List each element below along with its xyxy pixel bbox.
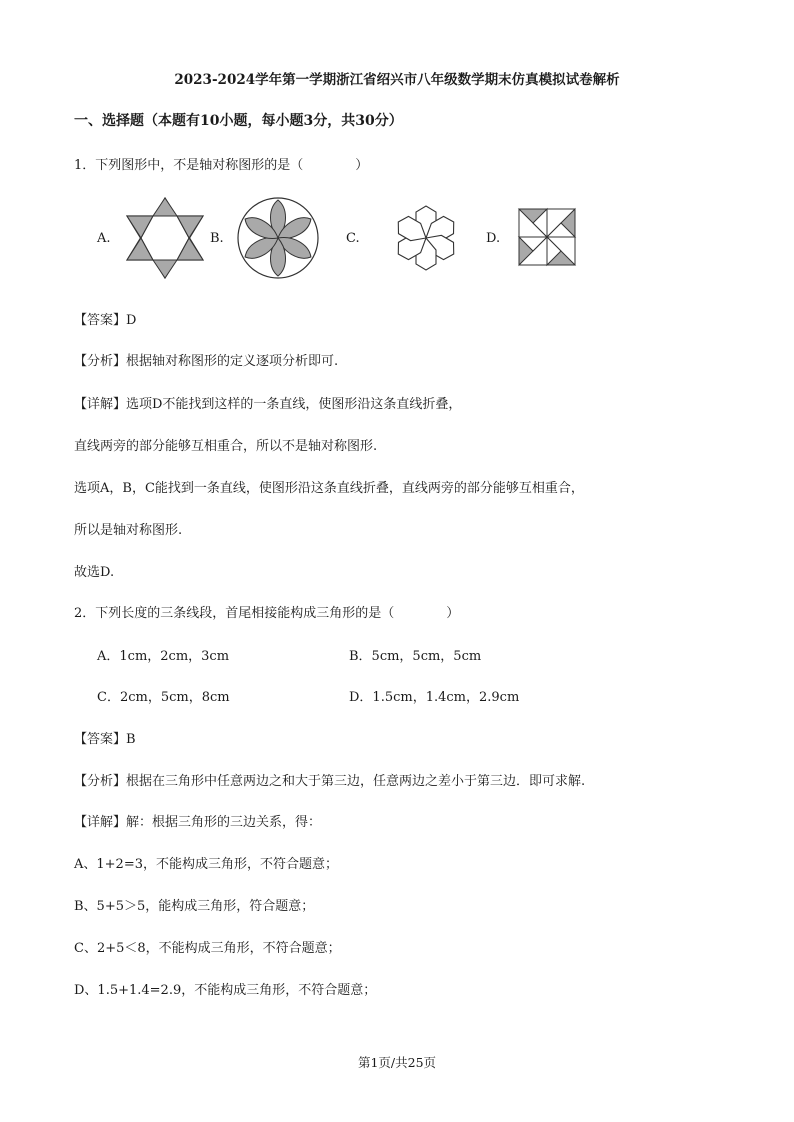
hexagonal-flower-figure — [378, 200, 474, 276]
question-1-stem: 1．下列图形中，不是轴对称图形的是（ ） — [74, 158, 369, 173]
question-2-detail-a: A、1+2=3，不能构成三角形，不符合题意； — [74, 857, 338, 872]
question-2-detail: 【详解】解：根据三角形的三边关系，得： — [74, 815, 322, 830]
question-1-detail: 选项A，B，C能找到一条直线，使图形沿这条直线折叠，直线两旁的部分能够互相重合， — [74, 481, 584, 496]
question-2-option-c: C．2cm，5cm，8cm — [97, 690, 230, 705]
question-1-detail: 所以是轴对称图形. — [74, 523, 183, 538]
question-1-detail: 直线两旁的部分能够互相重合，所以不是轴对称图形. — [74, 439, 378, 454]
question-1-detail: 【详解】选项D不能找到这样的一条直线，使图形沿这条直线折叠， — [74, 397, 462, 412]
hexagram-figure — [119, 196, 211, 280]
question-2-analysis: 【分析】根据在三角形中任意两边之和大于第三边，任意两边之差小于第三边．即可求解. — [74, 774, 586, 789]
question-2-option-d: D．1.5cm，1.4cm，2.9cm — [349, 690, 520, 705]
question-1-conclusion: 故选D. — [74, 565, 115, 580]
figure-label-b: B. — [210, 231, 224, 246]
page-footer: 第1页/共25页 — [357, 1055, 437, 1070]
question-2-option-a: A．1cm，2cm，3cm — [97, 649, 230, 664]
question-2-answer: 【答案】B — [74, 732, 136, 747]
question-2-detail-d: D、1.5+1.4=2.9，不能构成三角形，不符合题意； — [74, 983, 377, 998]
question-1-answer: 【答案】D — [74, 313, 137, 328]
question-2-stem: 2．下列长度的三条线段，首尾相接能构成三角形的是（ ） — [74, 606, 460, 621]
flower-in-circle-figure — [236, 196, 320, 280]
figure-label-a: A. — [97, 231, 111, 246]
figure-label-d: D. — [486, 231, 501, 246]
document-title: 2023-2024学年第一学期浙江省绍兴市八年级数学期末仿真模拟试卷解析 — [174, 72, 620, 88]
question-2-detail-c: C、2+5＜8，不能构成三角形，不符合题意； — [74, 941, 341, 956]
figure-label-c: C. — [346, 231, 360, 246]
question-2-detail-b: B、5+5＞5，能构成三角形，符合题意； — [74, 899, 315, 914]
section-heading-choice: 一、选择题（本题有10小题，每小题3分，共30分） — [74, 113, 403, 129]
pinwheel-figure — [518, 208, 576, 266]
question-1-analysis: 【分析】根据轴对称图形的定义逐项分析即可. — [74, 354, 339, 369]
question-2-option-b: B．5cm，5cm，5cm — [349, 649, 482, 664]
